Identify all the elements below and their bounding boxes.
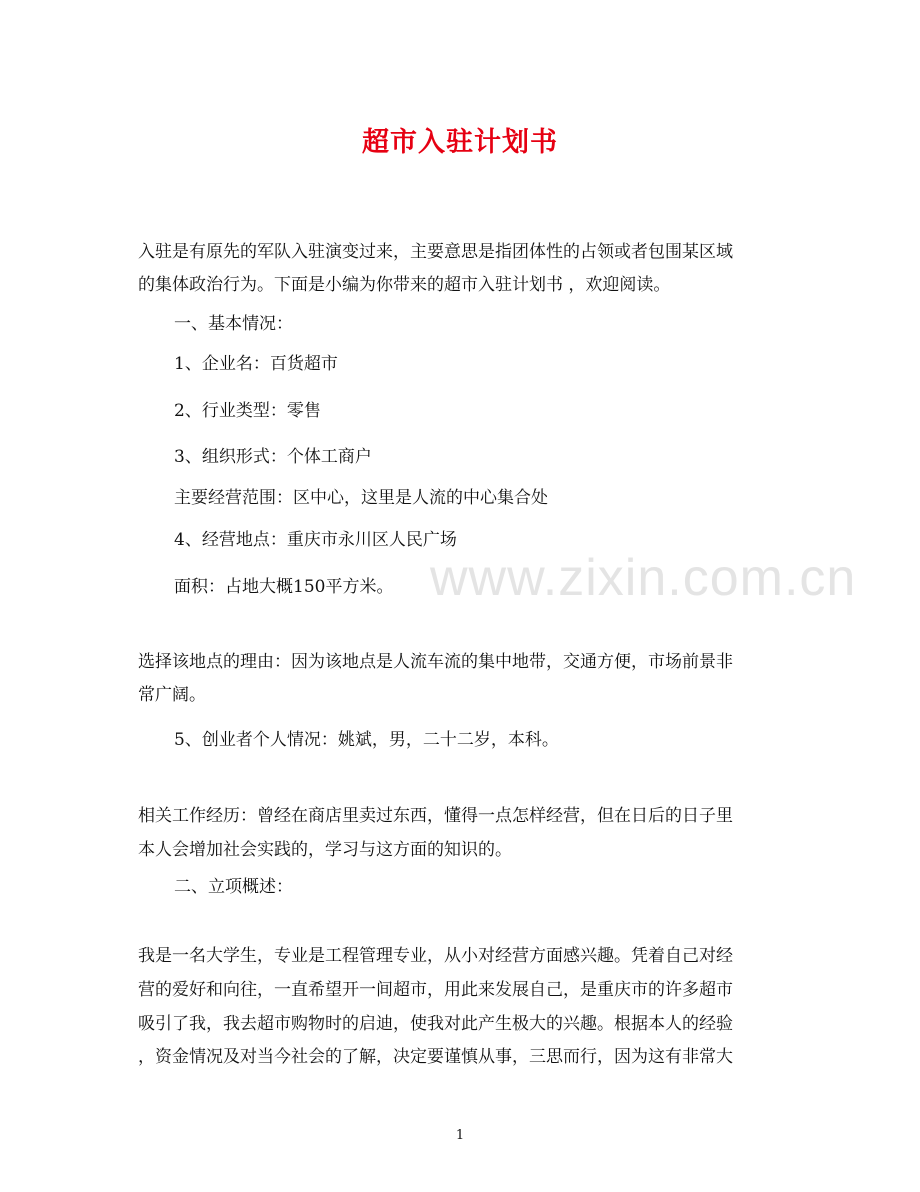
body-line: 入驻是有原先的军队入驻演变过来，主要意思是指团体性的占领或者包围某区域: [138, 242, 733, 262]
body-line: 相关工作经历：曾经在商店里卖过东西，懂得一点怎样经营，但在日后的日子里: [138, 806, 733, 826]
watermark: www.zixin.com.cn: [430, 549, 857, 607]
body-line: ，资金情况及对当今社会的了解，决定要谨慎从事，三思而行，因为这有非常大: [138, 1047, 733, 1067]
section-heading: 一、基本情况：: [174, 314, 293, 334]
body-line: 常广阔。: [138, 685, 206, 705]
body-line: 的集体政治行为。下面是小编为你带来的超市入驻计划书 ，欢迎阅读。: [138, 275, 671, 295]
body-line: 主要经营范围：区中心，这里是人流的中心集合处: [174, 488, 548, 508]
body-line: 5、创业者个人情况：姚斌，男，二十二岁，本科。: [174, 730, 559, 750]
body-line: 3、组织形式：个体工商户: [174, 447, 372, 467]
body-line: 吸引了我，我去超市购物时的启迪，使我对此产生极大的兴趣。根据本人的经验: [138, 1014, 733, 1034]
body-line: 营的爱好和向往，一直希望开一间超市，用此来发展自己，是重庆市的许多超市: [138, 980, 733, 1000]
document-title: 超市入驻计划书: [362, 127, 558, 158]
page-number: 1: [455, 1128, 465, 1143]
body-line: 2、行业类型：零售: [174, 401, 321, 421]
body-line: 1、企业名：百货超市: [174, 354, 338, 374]
body-line: 4、经营地点：重庆市永川区人民广场: [174, 530, 457, 550]
body-line: 本人会增加社会实践的，学习与这方面的知识的。: [138, 840, 512, 860]
section-heading: 二、立项概述：: [174, 877, 293, 897]
body-line: 面积：占地大概150平方米。: [174, 577, 394, 597]
body-line: 我是一名大学生，专业是工程管理专业，从小对经营方面感兴趣。凭着自己对经: [138, 946, 733, 966]
body-line: 选择该地点的理由：因为该地点是人流车流的集中地带，交通方便，市场前景非: [138, 652, 733, 672]
